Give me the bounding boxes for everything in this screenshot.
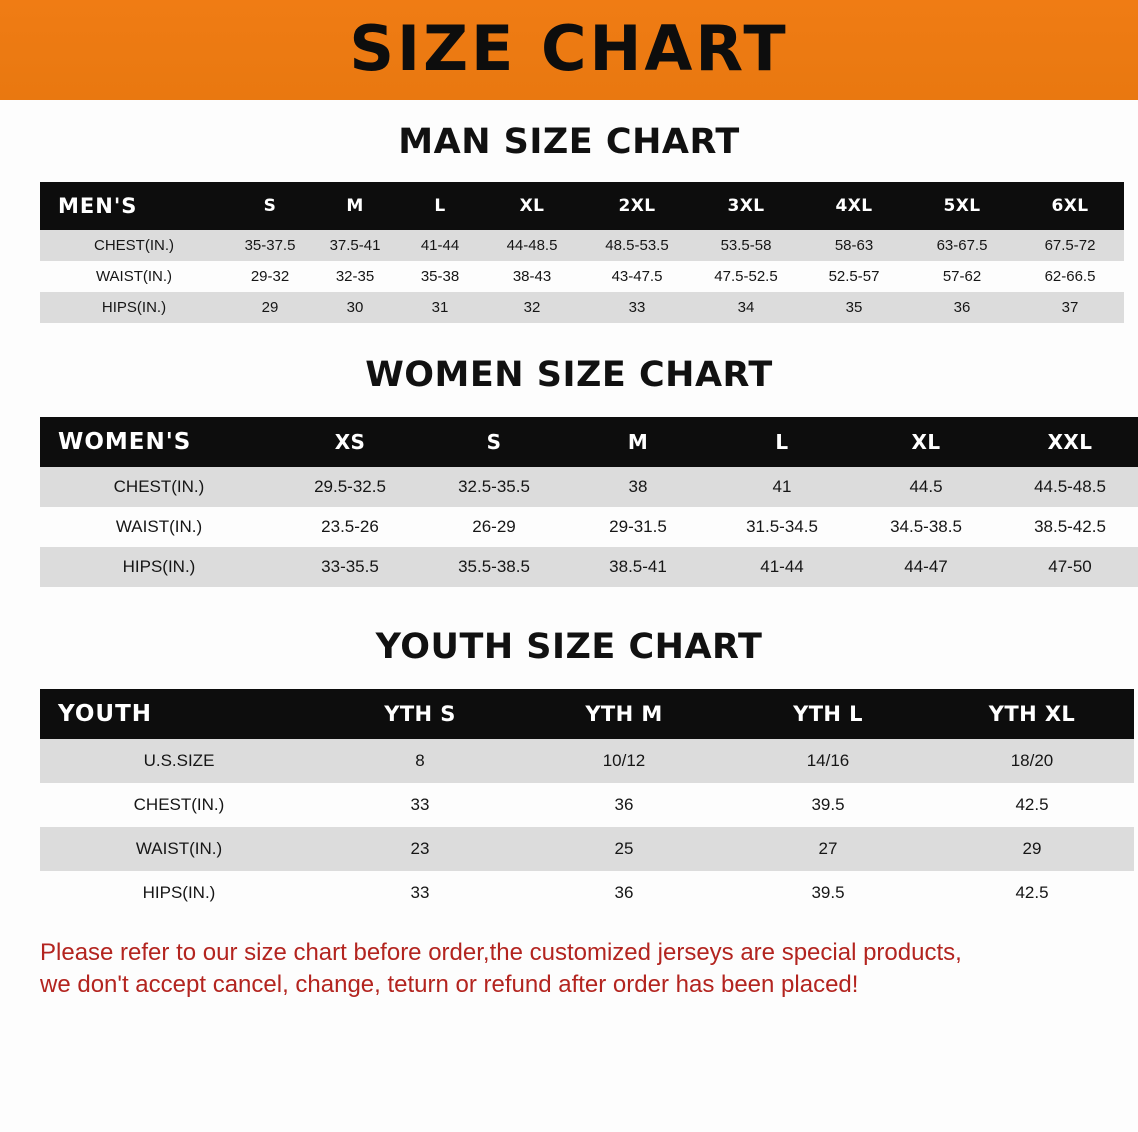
women-header-cell-4: L <box>710 417 854 467</box>
man-hips-6xl: 37 <box>1016 292 1124 323</box>
table-row <box>40 547 1138 587</box>
table-row <box>40 467 1138 507</box>
women-chest-s: 32.5-35.5 <box>422 467 566 507</box>
women-waist-xl: 34.5-38.5 <box>854 507 998 547</box>
man-waist-xl: 38-43 <box>482 261 582 292</box>
youth-row-label-waist: WAIST(IN.) <box>40 827 318 871</box>
women-hips-xl: 44-47 <box>854 547 998 587</box>
women-hips-m: 38.5-41 <box>566 547 710 587</box>
table-row <box>40 261 1124 292</box>
women-chest-xs: 29.5-32.5 <box>278 467 422 507</box>
man-row-label-waist: WAIST(IN.) <box>40 261 228 292</box>
youth-row-label-ussize: U.S.SIZE <box>40 739 318 783</box>
man-table-body <box>40 230 1124 323</box>
women-waist-s: 26-29 <box>422 507 566 547</box>
man-hips-2xl: 33 <box>582 292 692 323</box>
youth-ussize-xl: 18/20 <box>930 739 1134 783</box>
women-row-label-hips: HIPS(IN.) <box>40 547 278 587</box>
man-hips-3xl: 34 <box>692 292 800 323</box>
man-waist-3xl: 47.5-52.5 <box>692 261 800 292</box>
table-row <box>40 827 1134 871</box>
man-waist-s: 29-32 <box>228 261 312 292</box>
youth-hips-xl: 42.5 <box>930 871 1134 915</box>
man-hips-4xl: 35 <box>800 292 908 323</box>
youth-row-label-chest: CHEST(IN.) <box>40 783 318 827</box>
man-chest-6xl: 67.5-72 <box>1016 230 1124 261</box>
youth-waist-m: 25 <box>522 827 726 871</box>
man-chest-4xl: 58-63 <box>800 230 908 261</box>
youth-ussize-l: 14/16 <box>726 739 930 783</box>
man-table-head <box>40 182 1124 230</box>
man-hips-5xl: 36 <box>908 292 1016 323</box>
youth-chest-l: 39.5 <box>726 783 930 827</box>
youth-hips-l: 39.5 <box>726 871 930 915</box>
women-hips-l: 41-44 <box>710 547 854 587</box>
man-waist-l: 35-38 <box>398 261 482 292</box>
table-row <box>40 871 1134 915</box>
man-size-table <box>40 182 1124 323</box>
policy-note <box>40 937 1098 1002</box>
man-hips-s: 29 <box>228 292 312 323</box>
table-row <box>40 507 1138 547</box>
women-row-label-waist: WAIST(IN.) <box>40 507 278 547</box>
youth-header-cell-4: YTH XL <box>930 689 1134 739</box>
youth-header-cell-2: YTH M <box>522 689 726 739</box>
youth-table-wrapper <box>40 689 1098 915</box>
women-hips-xs: 33-35.5 <box>278 547 422 587</box>
youth-size-table <box>40 689 1134 915</box>
women-waist-xs: 23.5-26 <box>278 507 422 547</box>
women-header-cell-0: WOMEN'S <box>40 417 278 467</box>
women-header-row <box>40 417 1138 467</box>
youth-waist-l: 27 <box>726 827 930 871</box>
youth-ussize-m: 10/12 <box>522 739 726 783</box>
man-section-title: MAN SIZE CHART <box>398 122 740 162</box>
man-chest-l: 41-44 <box>398 230 482 261</box>
man-chest-5xl: 63-67.5 <box>908 230 1016 261</box>
women-size-table <box>40 417 1138 587</box>
women-header-cell-2: S <box>422 417 566 467</box>
man-chest-xl: 44-48.5 <box>482 230 582 261</box>
page-title: SIZE CHART <box>349 12 789 85</box>
man-header-cell-4: XL <box>482 182 582 230</box>
policy-note-line-2: we don't accept cancel, change, teturn or refund after order has been placed! <box>40 971 859 999</box>
youth-chest-m: 36 <box>522 783 726 827</box>
youth-chest-s: 33 <box>318 783 522 827</box>
man-header-cell-8: 5XL <box>908 182 1016 230</box>
man-table-wrapper <box>40 182 1098 323</box>
man-hips-l: 31 <box>398 292 482 323</box>
man-hips-m: 30 <box>312 292 398 323</box>
youth-section-title: YOUTH SIZE CHART <box>375 627 763 667</box>
policy-note-line-1: Please refer to our size chart before order,the customized jerseys are special products, <box>40 939 962 966</box>
youth-table-head <box>40 689 1134 739</box>
table-row <box>40 739 1134 783</box>
table-row <box>40 783 1134 827</box>
man-waist-2xl: 43-47.5 <box>582 261 692 292</box>
youth-hips-s: 33 <box>318 871 522 915</box>
women-chest-xxl: 44.5-48.5 <box>998 467 1138 507</box>
man-header-cell-0: MEN'S <box>40 182 228 230</box>
table-row <box>40 292 1124 323</box>
women-waist-xxl: 38.5-42.5 <box>998 507 1138 547</box>
women-hips-xxl: 47-50 <box>998 547 1138 587</box>
youth-header-cell-0: YOUTH <box>40 689 318 739</box>
women-table-wrapper <box>40 417 1106 587</box>
man-waist-m: 32-35 <box>312 261 398 292</box>
man-chest-m: 37.5-41 <box>312 230 398 261</box>
man-header-cell-1: S <box>228 182 312 230</box>
youth-chest-xl: 42.5 <box>930 783 1134 827</box>
youth-header-cell-3: YTH L <box>726 689 930 739</box>
youth-header-row <box>40 689 1134 739</box>
man-header-cell-7: 4XL <box>800 182 908 230</box>
man-chest-3xl: 53.5-58 <box>692 230 800 261</box>
man-chest-s: 35-37.5 <box>228 230 312 261</box>
women-table-head <box>40 417 1138 467</box>
women-table-body <box>40 467 1138 587</box>
man-waist-5xl: 57-62 <box>908 261 1016 292</box>
women-header-cell-1: XS <box>278 417 422 467</box>
man-row-label-chest: CHEST(IN.) <box>40 230 228 261</box>
man-row-label-hips: HIPS(IN.) <box>40 292 228 323</box>
man-header-cell-3: L <box>398 182 482 230</box>
youth-header-cell-1: YTH S <box>318 689 522 739</box>
women-header-cell-6: XXL <box>998 417 1138 467</box>
man-header-row <box>40 182 1124 230</box>
youth-hips-m: 36 <box>522 871 726 915</box>
women-row-label-chest: CHEST(IN.) <box>40 467 278 507</box>
man-header-cell-5: 2XL <box>582 182 692 230</box>
man-hips-xl: 32 <box>482 292 582 323</box>
man-chest-2xl: 48.5-53.5 <box>582 230 692 261</box>
women-header-cell-3: M <box>566 417 710 467</box>
page-banner <box>0 0 1138 100</box>
women-chest-xl: 44.5 <box>854 467 998 507</box>
women-waist-l: 31.5-34.5 <box>710 507 854 547</box>
man-header-cell-9: 6XL <box>1016 182 1124 230</box>
youth-ussize-s: 8 <box>318 739 522 783</box>
youth-row-label-hips: HIPS(IN.) <box>40 871 318 915</box>
women-chest-l: 41 <box>710 467 854 507</box>
youth-table-body <box>40 739 1134 915</box>
man-header-cell-2: M <box>312 182 398 230</box>
women-chest-m: 38 <box>566 467 710 507</box>
man-header-cell-6: 3XL <box>692 182 800 230</box>
women-header-cell-5: XL <box>854 417 998 467</box>
man-waist-6xl: 62-66.5 <box>1016 261 1124 292</box>
youth-waist-s: 23 <box>318 827 522 871</box>
women-section-title: WOMEN SIZE CHART <box>365 355 773 395</box>
man-waist-4xl: 52.5-57 <box>800 261 908 292</box>
table-row <box>40 230 1124 261</box>
women-waist-m: 29-31.5 <box>566 507 710 547</box>
women-hips-s: 35.5-38.5 <box>422 547 566 587</box>
youth-waist-xl: 29 <box>930 827 1134 871</box>
